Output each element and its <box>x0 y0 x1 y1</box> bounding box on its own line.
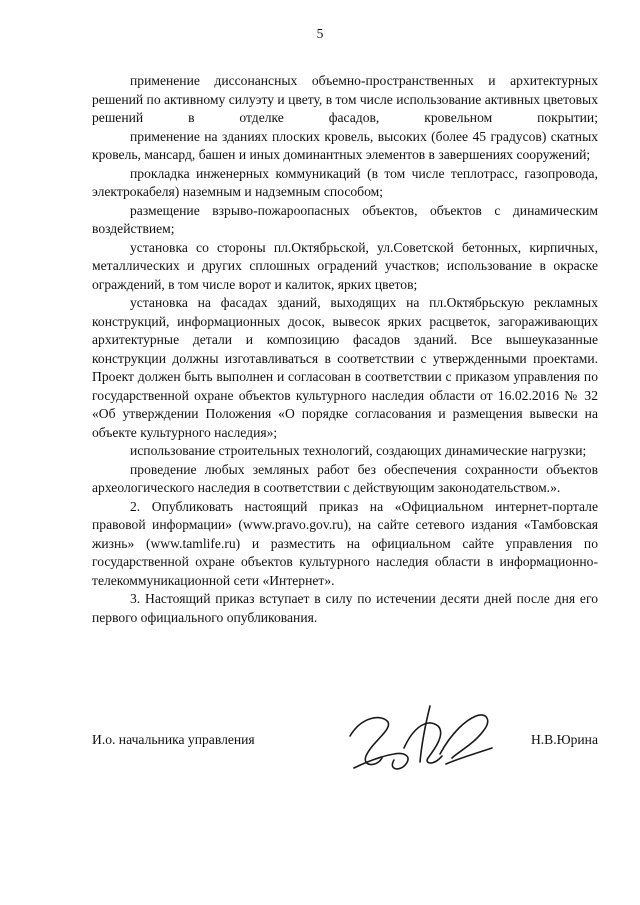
document-body <box>92 72 598 627</box>
paragraph-entry-into-force: 3. Настоящий приказ вступает в силу по истечении десяти дней после дня его первого официального опубликования. <box>92 591 598 625</box>
handwritten-signature <box>342 696 502 786</box>
paragraph-engineering-communications: прокладка инженерных коммуникаций (в том числе теплотрасс, газопровода, электрокабеля) наземным и надземным способом; <box>92 165 598 199</box>
paragraph-hazardous-objects: размещение взрыво-пожароопасных объектов, объектов с динамическим воздействием; <box>92 202 598 236</box>
paragraph-earthworks: проведение любых земляных работ без обеспечения сохранности объектов археологического наследия в соответствии с действующим законодательством.». <box>92 461 598 495</box>
paragraph-dissonant-solutions: применение диссонансных объемно-пространственных и архитектурных решений по активному силуэту и цвету, в том числе использование активных цветовых решений в отделке фасадов, кровельном покрытии; <box>92 73 598 125</box>
paragraph-construction-technologies: использование строительных технологий, создающих динамические нагрузки; <box>130 443 587 458</box>
paragraph-advertising-structures: установка на фасадах зданий, выходящих на пл.Октябрьскую рекламных конструкций, информационных досок, вывесок ярких расцветок, загораживающих архитектурные детали и композицию фасадов зданий. Все вышеуказанные конструкции должны изготавливаться в соответствии с утвержденными проектами. Проект должен быть выполнен и согласован в соответствии с приказом управления по государственной охране объектов культурного наследия области от 16.02.2016 № 32 «Об утверждении Положения «О порядке согласования и размещения вывески на объекте культурного наследия»; <box>92 295 598 440</box>
paragraph-solid-fences: установка со стороны пл.Октябрьской, ул.Советской бетонных, кирпичных, металлических и других сплошных оградений участков; использование в окраске ограждений, в том числе ворот и калиток, ярких цветов; <box>92 239 598 292</box>
signature-block <box>92 724 598 784</box>
signatory-title: И.о. начальника управления <box>92 732 255 747</box>
page-number: 5 <box>316 26 324 41</box>
paragraph-flat-roofs: применение на зданиях плоских кровель, высоких (более 45 градусов) скатных кровель, мансард, башен и иных доминантных элементов в завершениях сооружений; <box>92 128 598 162</box>
signatory-name: Н.В.Юрина <box>530 732 598 747</box>
paragraph-publication: 2. Опубликовать настоящий приказ на «Официальном интернет-портале правовой информации» (www.pravo.gov.ru), на сайте сетевого издания «Тамбовская жизнь» (www.tamlife.ru) и разместить на официальном сайте управления по государственной охране объектов культурного наследия области в информационно-телекоммуникационной сети «Интернет». <box>92 498 598 588</box>
